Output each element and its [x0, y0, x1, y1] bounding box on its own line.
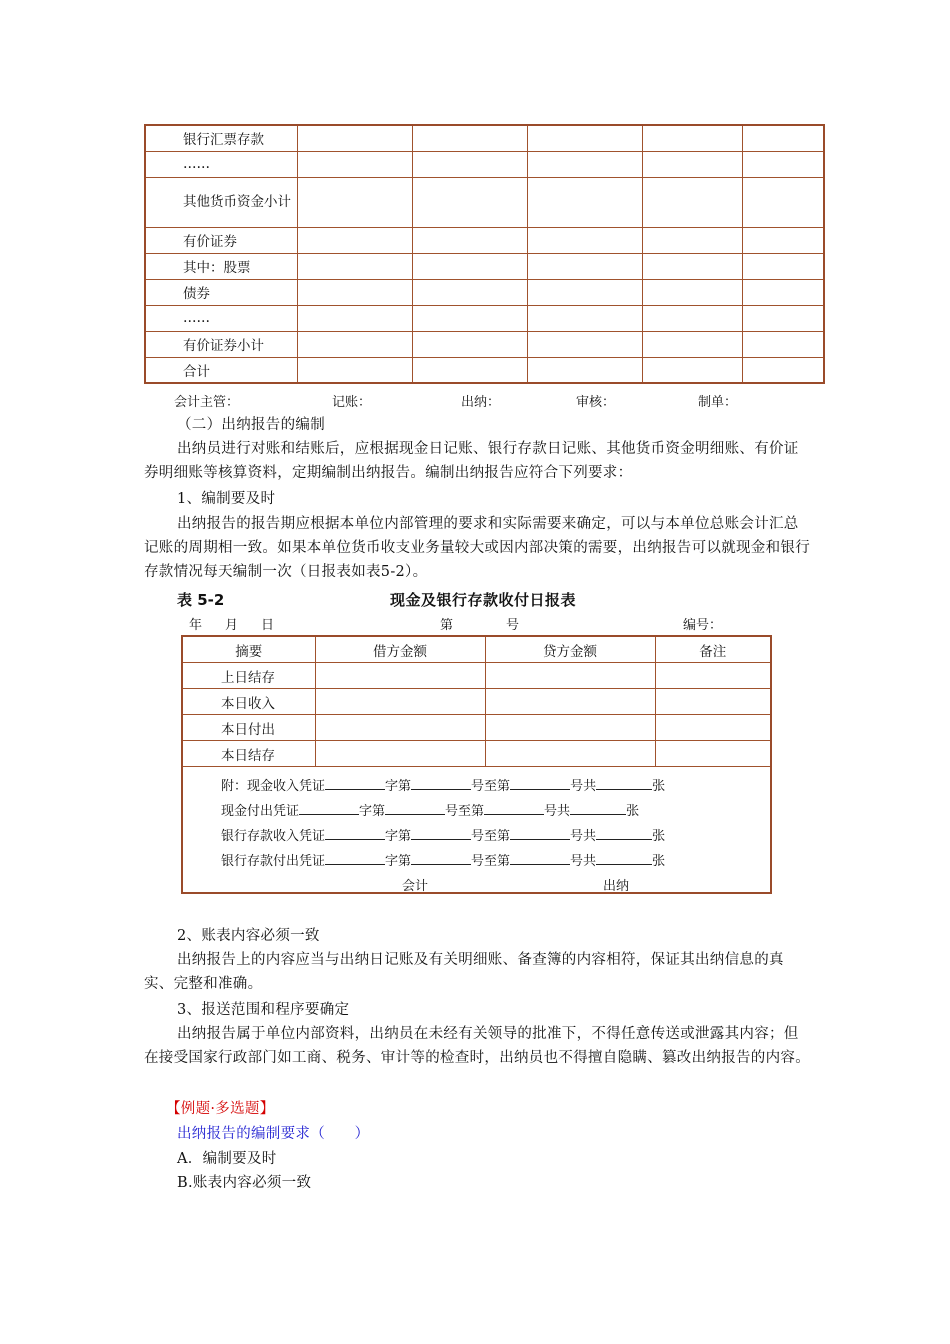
voucher-label: 银行存款收入凭证 — [221, 829, 326, 844]
text-haozhi: 号至第 — [471, 779, 511, 794]
row-label: …… — [145, 151, 297, 177]
text-zi: 字第 — [359, 804, 386, 819]
row-label: 有价证券 — [145, 227, 297, 253]
row-label: 债券 — [145, 279, 297, 305]
paragraph-1: 出纳员进行对账和结账后，应根据现金日记账、银行存款日记账、其他货币资金明细账、有价证券明细账等核算资料，定期编制出纳报告。编制出纳报告应符合下列要求： — [144, 441, 799, 481]
text-zhang: 张 — [626, 804, 640, 819]
accountant-label: 会计 — [402, 879, 429, 894]
daily-cash-bank-report-table — [181, 635, 772, 894]
text-haozhi: 号至第 — [471, 854, 511, 869]
row-label: 本日收入 — [182, 689, 315, 715]
text-zhang: 张 — [652, 854, 666, 869]
paragraph-2: 出纳报告的报告期应根据本单位内部管理的要求和实际需要来确定，可以与本单位总账会计汇总记账的周期相一致。如果本单位货币收支业务量较大或因内部决策的需要，出纳报告可以就现金和银行存款情况每天编制一次（日报表如表5-2）。 — [144, 516, 810, 580]
table-row — [145, 357, 824, 383]
sig-bookkeeping: 记账： — [332, 395, 372, 410]
table-row — [145, 125, 824, 151]
header-remarks: 备注 — [655, 636, 771, 663]
table-row — [145, 151, 824, 177]
text-haozhi: 号至第 — [471, 829, 511, 844]
text-zi: 字第 — [385, 854, 412, 869]
sig-prepared-by: 制单： — [698, 395, 738, 410]
requirement-2-title: 2、账表内容必须一致 — [177, 928, 320, 944]
voucher-label: 现金付出凭证 — [221, 804, 300, 819]
row-label: 银行汇票存款 — [145, 125, 297, 151]
sig-accounting-supervisor: 会计主管： — [174, 395, 240, 410]
requirement-3-title: 3、报送范围和程序要确定 — [177, 1002, 350, 1018]
row-label: …… — [145, 305, 297, 331]
number-hao: 号 — [506, 618, 520, 633]
text-haogong: 号共 — [570, 854, 597, 869]
attach-prefix: 附： — [221, 779, 248, 794]
voucher-label: 银行存款付出凭证 — [221, 854, 326, 869]
paragraph-4: 出纳报告属于单位内部资料，出纳员在未经有关领导的批准下，不得任意传送或泄露其内容；但在接受国家行政部门如工商、税务、审计等的检查时，出纳员也不得擅自隐瞒、篡改出纳报告的内容。 — [144, 1026, 810, 1066]
row-label-text: 其他货币资金小计 — [183, 194, 291, 210]
text-zhang: 张 — [652, 779, 666, 794]
voucher-line — [221, 775, 665, 794]
table-row — [182, 741, 771, 767]
text-zi: 字第 — [385, 829, 412, 844]
example-question: 出纳报告的编制要求（ ） — [177, 1126, 370, 1142]
table-row — [145, 279, 824, 305]
row-label: 本日结存 — [182, 741, 315, 767]
table-row — [145, 253, 824, 279]
text-haogong: 号共 — [570, 829, 597, 844]
text-haozhi: 号至第 — [445, 804, 485, 819]
table-header-row — [182, 636, 771, 663]
text-haogong: 号共 — [570, 779, 597, 794]
money-funds-table — [144, 124, 825, 384]
row-label: 上日结存 — [182, 663, 315, 689]
row-label: 有价证券小计 — [145, 331, 297, 357]
table-row — [145, 305, 824, 331]
date-year: 年 — [189, 618, 203, 633]
table-title: 现金及银行存款收付日报表 — [390, 591, 577, 609]
paragraph-3: 出纳报告上的内容应当与出纳日记账及有关明细账、备查簿的内容相符，保证其出纳信息的真实、完整和准确。 — [144, 952, 784, 992]
sig-cashier: 出纳： — [461, 395, 501, 410]
table-row — [145, 227, 824, 253]
voucher-line — [221, 800, 639, 819]
text-zi: 字第 — [385, 779, 412, 794]
row-label — [145, 177, 297, 227]
serial-number: 编号： — [683, 618, 723, 633]
header-debit: 借方金额 — [315, 636, 485, 663]
table-row — [182, 715, 771, 741]
option-a: A．编制要及时 — [177, 1151, 277, 1167]
requirement-1-title: 1、编制要及时 — [177, 491, 276, 507]
example-tag: 【例题·多选题】 — [166, 1101, 275, 1117]
table-row — [182, 663, 771, 689]
option-b: B.账表内容必须一致 — [177, 1175, 312, 1191]
header-credit: 贷方金额 — [485, 636, 655, 663]
row-label: 本日付出 — [182, 715, 315, 741]
date-month: 月 — [225, 618, 239, 633]
table-row — [145, 177, 824, 227]
number-di: 第 — [440, 618, 454, 633]
sig-review: 审核： — [576, 395, 616, 410]
table-row — [182, 689, 771, 715]
cashier-label: 出纳 — [603, 879, 630, 894]
attachments-row — [182, 767, 771, 894]
table-label: 表 5-2 — [177, 591, 225, 609]
row-label: 其中：股票 — [145, 253, 297, 279]
text-zhang: 张 — [652, 829, 666, 844]
voucher-line — [221, 825, 665, 844]
date-day: 日 — [261, 618, 275, 633]
text-haogong: 号共 — [544, 804, 571, 819]
attachments-cell — [182, 767, 771, 894]
voucher-label: 现金收入凭证 — [247, 779, 326, 794]
section-title: （二）出纳报告的编制 — [177, 417, 325, 433]
header-summary: 摘要 — [182, 636, 315, 663]
table-row — [145, 331, 824, 357]
row-label: 合计 — [145, 357, 297, 383]
voucher-line — [221, 850, 665, 869]
